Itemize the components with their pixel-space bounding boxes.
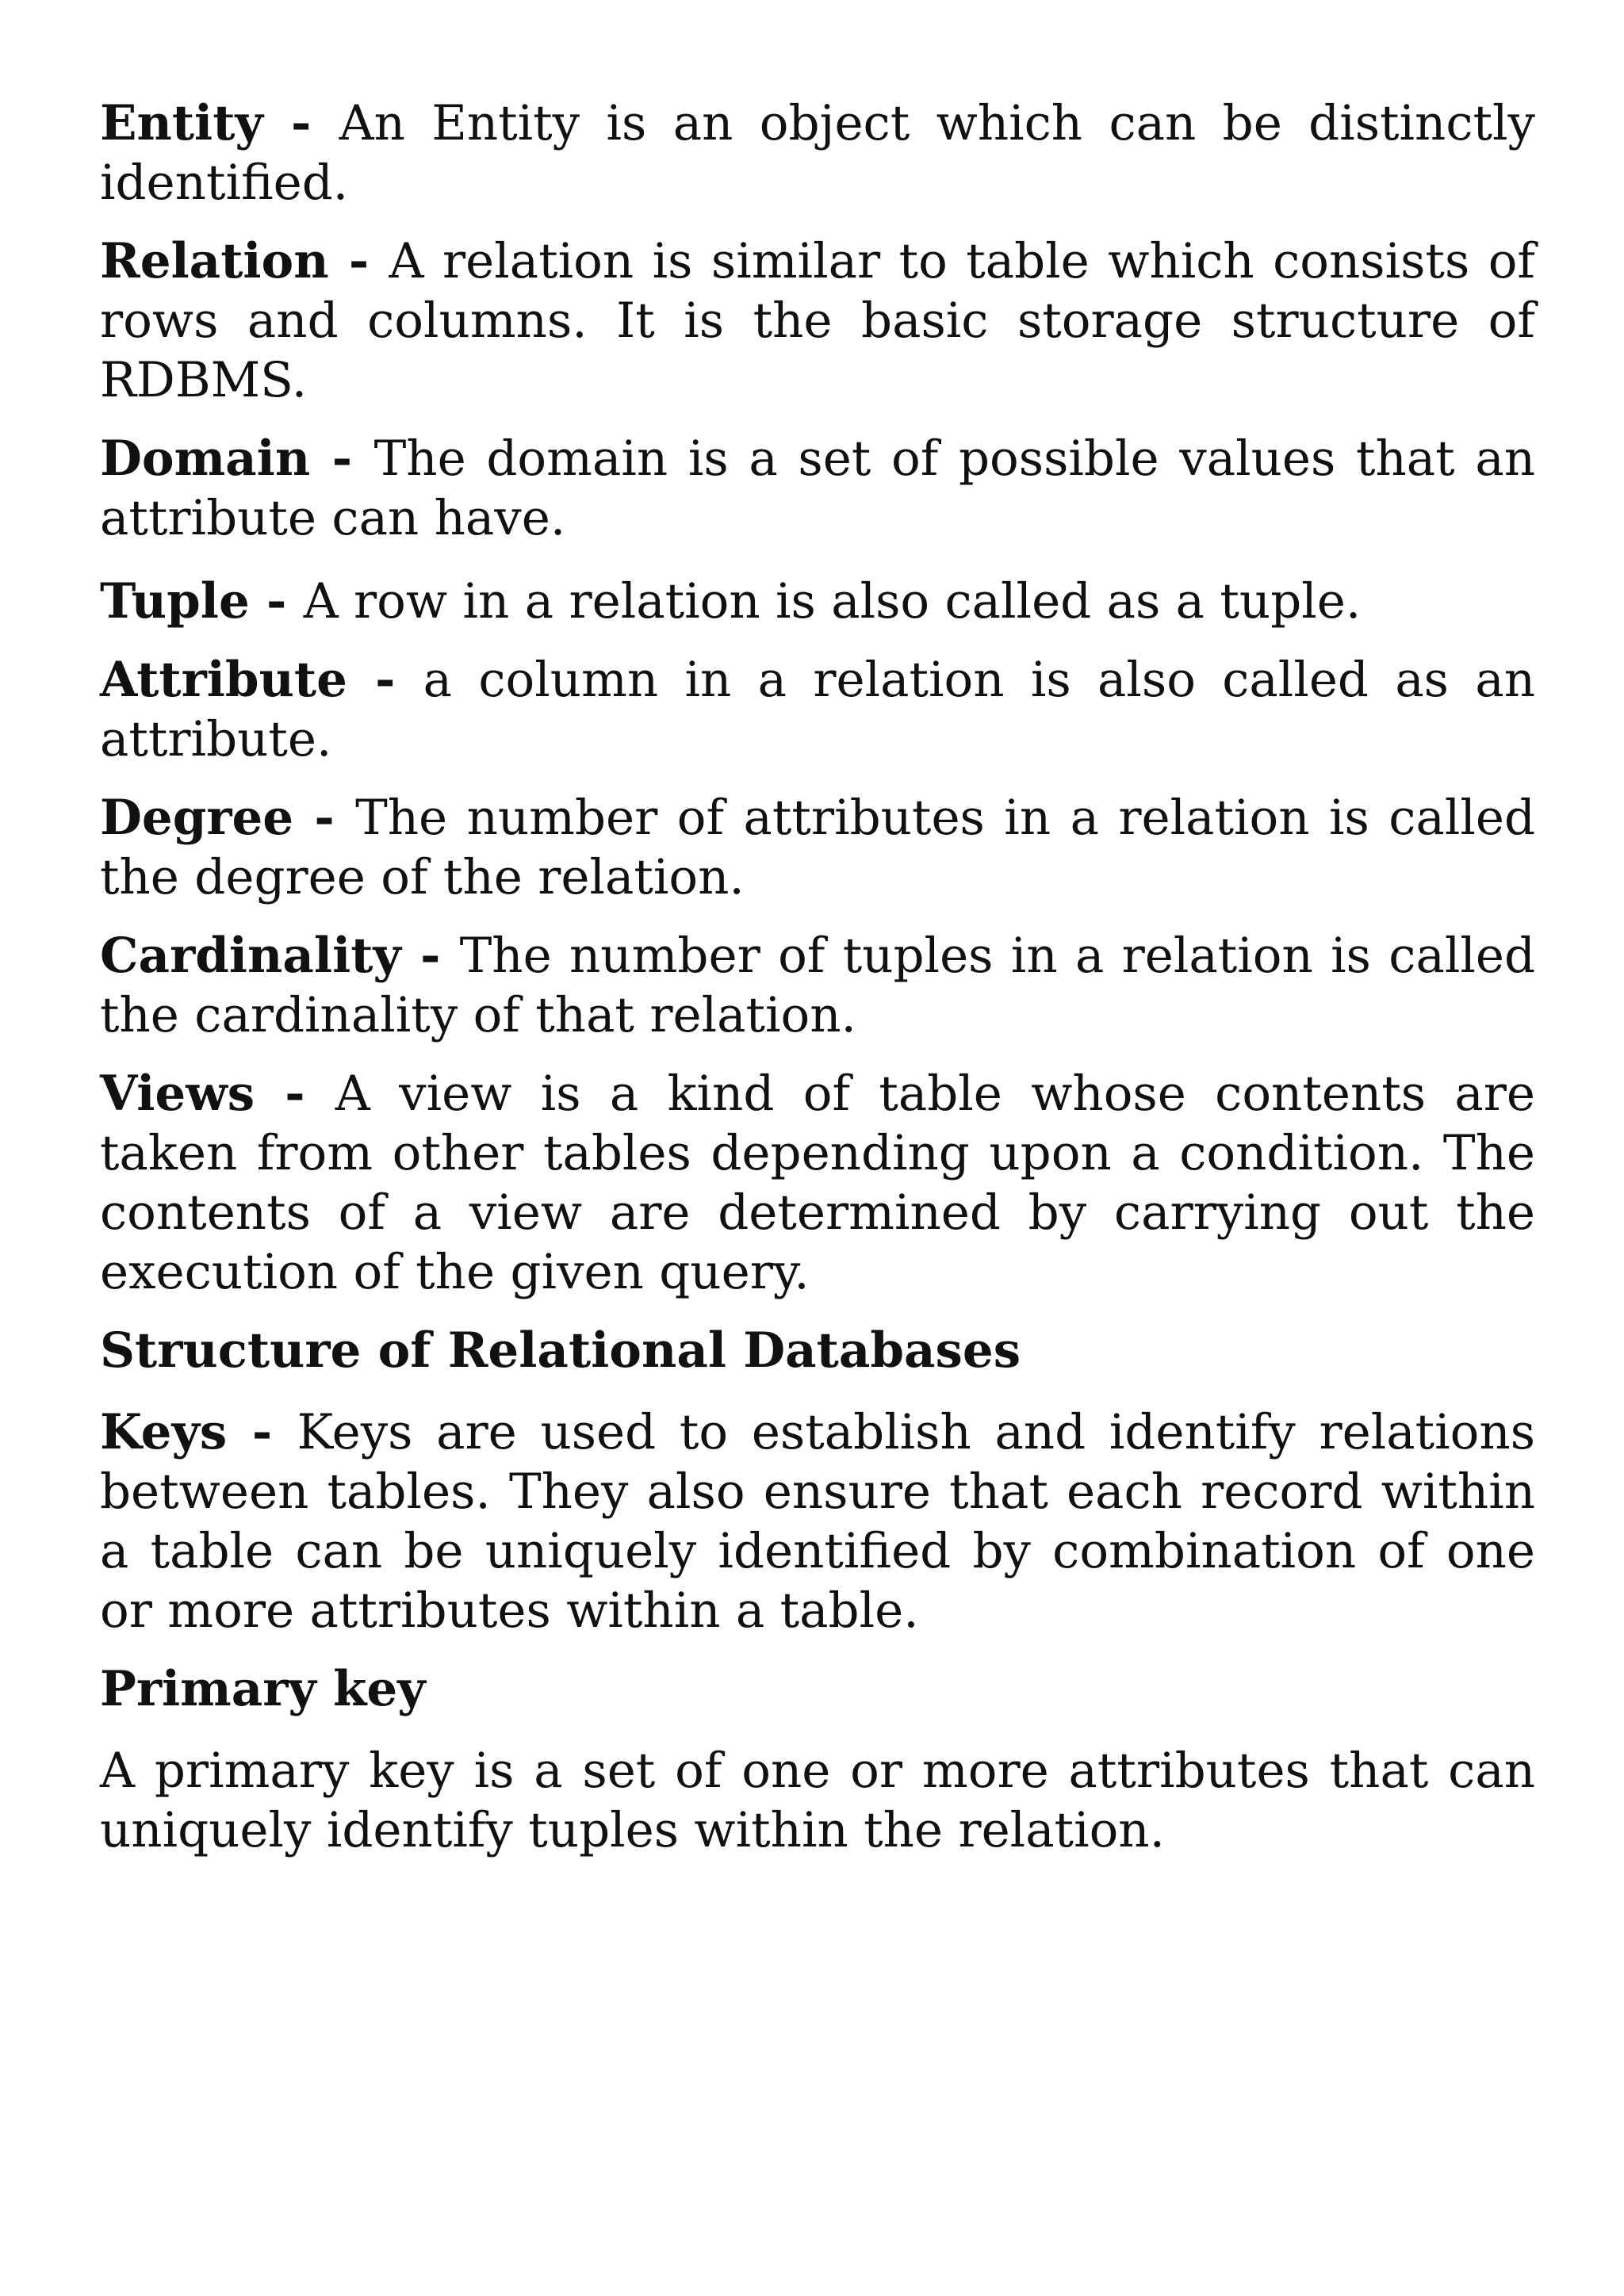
definition-text: A view is a kind of table whose contents are taken from other tables depending upon a condition. The contents of a view are determined by carrying out the execution of the given query.: [100, 1066, 1536, 1300]
definition-term: Degree: [100, 790, 294, 846]
definition-text: A row in a relation is also called as a tuple.: [303, 573, 1362, 629]
definition-relation: [100, 232, 1535, 410]
definition-separator: -: [310, 430, 374, 487]
definition-separator: -: [293, 790, 356, 846]
definition-separator: -: [255, 1066, 335, 1122]
definition-text: a column in a relation is also called as an attribute.: [100, 652, 1535, 767]
definition-separator: -: [249, 573, 304, 629]
primary-key-text: A primary key is a set of one or more attributes that can uniquely identify tuples within the relation.: [100, 1743, 1535, 1858]
definition-separator: -: [347, 652, 423, 708]
definition-term: Entity: [100, 95, 263, 151]
definition-keys: [100, 1402, 1535, 1640]
definition-degree: [100, 788, 1535, 907]
definition-domain: [100, 429, 1535, 548]
definition-term: Keys: [100, 1404, 228, 1460]
definition-term: Domain: [100, 430, 311, 487]
definition-text: The domain is a set of possible values that an attribute can have.: [100, 430, 1535, 546]
definition-separator: -: [262, 95, 339, 151]
definition-text: The number of tuples in a relation is called the cardinality of that relation.: [100, 928, 1536, 1043]
definition-separator: -: [227, 1404, 297, 1460]
definition-entity: [100, 94, 1535, 212]
primary-key-heading: Primary key: [100, 1661, 426, 1717]
definition-term: Relation: [100, 233, 329, 289]
definition-text: The number of attributes in a relation is called the degree of the relation.: [100, 790, 1535, 905]
definition-tuple: [100, 572, 1535, 631]
definition-text: An Entity is an object which can be distinctly identified.: [100, 95, 1535, 211]
definition-separator: -: [328, 233, 389, 289]
definition-text: Keys are used to establish and identify relations between tables. They also ensure that each record within a table can be uniquely identified by combination of one or more attributes within a table.: [100, 1404, 1535, 1639]
definition-cardinality: [100, 926, 1535, 1045]
definition-separator: -: [400, 928, 460, 984]
definition-views: [100, 1064, 1535, 1302]
definition-term: Views: [100, 1066, 255, 1122]
definition-attribute: [100, 650, 1535, 769]
definition-text: A relation is similar to table which consists of rows and columns. It is the basic storage structure of RDBMS.: [100, 233, 1535, 408]
definition-term: Tuple: [100, 573, 250, 629]
section-heading: Structure of Relational Databases: [100, 1322, 1021, 1379]
document-page: [100, 94, 1535, 1879]
definition-term: Attribute: [100, 652, 347, 708]
definition-term: Cardinality: [100, 928, 401, 984]
